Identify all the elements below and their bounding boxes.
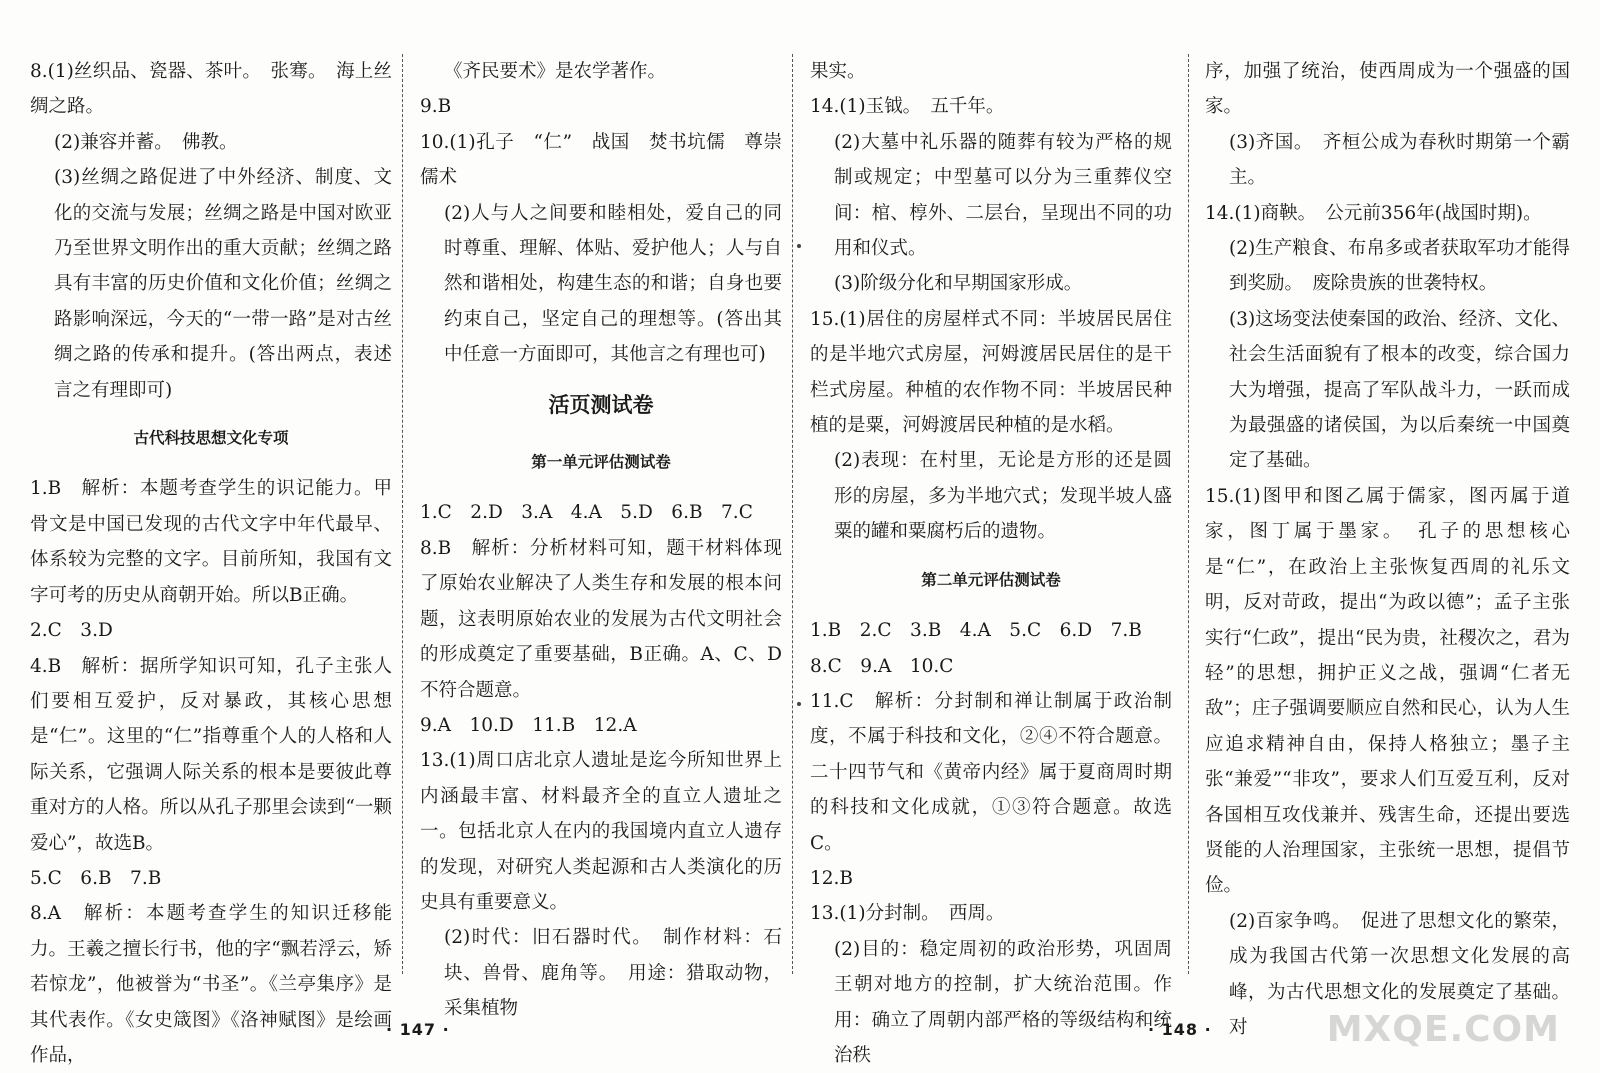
answer-paragraph: 13.(1)分封制。 西周。 [810, 903, 1005, 925]
answer-paragraph: (2)人与人之间要和睦相处，爱自己的同时尊重、理解、体贴、爱护他人；人与自然和谐相处，构建生态的和谐；自身也要约束自己，坚定自己的理想等。(答出其中任意一方面即可，其他言之有理也可) [444, 202, 782, 366]
answer-paragraph: 1.B 解析：本题考查学生的识记能力。甲骨文是中国已发现的古代文字中年代最早、体系较为完整的文字。目前所知，我国有文字可考的历史从商朝开始。所以B正确。 [30, 478, 392, 606]
column-1 [30, 54, 392, 1066]
column-2 [420, 54, 782, 1020]
answer-paragraph: 9.B [420, 96, 452, 118]
answer-paragraph: 8.A 解析：本题考查学生的知识迁移能力。王羲之擅长行书，他的字“飘若浮云，矫若惊龙”，他被誉为“书圣”。《兰亭集序》是其代表作。《女史箴图》《洛神赋图》是绘画作品， [30, 903, 392, 1066]
answer-paragraph: 5.C 6.B 7.B [30, 867, 162, 889]
answer-paragraph: (3)阶级分化和早期国家形成。 [834, 273, 1083, 295]
column-divider [402, 54, 403, 974]
answer-paragraph: 9.A 10.D 11.B 12.A [420, 714, 637, 736]
page-number-right: · 148 · [1148, 1020, 1212, 1039]
column-3 [810, 54, 1172, 1066]
section-heading: 活页测试卷 [548, 391, 654, 417]
watermark-logo: MXQE.COM [1326, 1009, 1560, 1050]
answer-paragraph: (2)表现：在村里，无论是方形的还是圆形的房屋，多为半地穴式；发现半坡人盛粟的罐和粟腐朽后的遗物。 [834, 450, 1172, 543]
answer-paragraph: 12.B [810, 867, 854, 889]
answer-paragraph: 8.C 9.A 10.C [810, 655, 954, 677]
answer-paragraph: (2)大墓中礼乐器的随葬有较为严格的规制或规定；中型墓可以分为三重葬仪空间：棺、椁外、二层台，呈现出不同的功用和仪式。 [834, 131, 1172, 260]
answer-paragraph: 10.(1)孔子 “仁” 战国 焚书坑儒 尊崇儒术 [420, 131, 782, 189]
answer-paragraph: 2.C 3.D [30, 620, 113, 642]
binding-dot [797, 244, 801, 248]
page-number-left: · 147 · [386, 1020, 450, 1039]
column-divider [792, 54, 793, 974]
answer-paragraph: 14.(1)玉钺。 五千年。 [810, 96, 1005, 118]
answer-paragraph: 《齐民要术》是农学著作。 [444, 61, 667, 82]
answer-paragraph: (2)目的：稳定周初的政治形势，巩固周王朝对地方的控制，扩大统治范围。作用：确立了周朝内部严格的等级结构和统治秩 [834, 938, 1172, 1066]
answer-paragraph: 11.C 解析：分封制和禅让制属于政治制度，不属于科技和文化，②④不符合题意。二十四节气和《黄帝内经》属于夏商周时期的科技和文化成就，①③符合题意。故选C。 [810, 690, 1172, 854]
answer-paragraph: (2)百家争鸣。 促进了思想文化的繁荣，成为我国古代第一次思想文化发展的高峰，为古代思想文化的发展奠定了基础。对 [1229, 910, 1570, 1038]
answer-paragraph: (2)兼容并蓄。 佛教。 [54, 131, 238, 153]
answer-paragraph: (2)生产粮食、布帛多或者获取军功才能得到奖励。 废除贵族的世袭特权。 [1229, 238, 1570, 295]
answer-paragraph: 序，加强了统治，使西周成为一个强盛的国家。 [1205, 61, 1570, 118]
answer-paragraph: 8.B 解析：分析材料可知，题干材料体现了原始农业解决了人类生存和发展的根本问题，这表明原始农业的发展为古代文明社会的形成奠定了重要基础，B正确。A、C、D不符合题意。 [420, 537, 782, 701]
binding-dot [797, 702, 801, 706]
answer-paragraph: 果实。 [810, 61, 866, 82]
answer-paragraph: (2)时代：旧石器时代。 制作材料：石块、兽骨、鹿角等。 用途：猎取动物，采集植物 [444, 927, 782, 1020]
answer-paragraph: 8.(1)丝织品、瓷器、茶叶。 张骞。 海上丝绸之路。 [30, 61, 392, 118]
answer-paragraph: 1.C 2.D 3.A 4.A 5.D 6.B 7.C [420, 502, 753, 524]
answer-paragraph: (3)齐国。 齐桓公成为春秋时期第一个霸主。 [1229, 131, 1570, 189]
section-heading: 第一单元评估测试卷 [531, 452, 671, 472]
section-heading: 古代科技思想文化专项 [133, 428, 289, 448]
section-heading: 第二单元评估测试卷 [921, 569, 1061, 589]
answer-paragraph: (3)这场变法使秦国的政治、经济、文化、社会生活面貌有了根本的改变，综合国力大为增强，提高了军队战斗力，一跃而成为最强盛的诸侯国，为以后秦统一中国奠定了基础。 [1229, 308, 1570, 472]
column-divider [1188, 54, 1189, 974]
answer-paragraph: 15.(1)图甲和图乙属于儒家，图丙属于道家，图丁属于墨家。 孔子的思想核心是“仁”，在政治上主张恢复西周的礼乐文明，反对苛政，提出“为政以德”；孟子主张实行“仁政”，提出“民为贵，社稷次之，君为轻”的思想，拥护正义之战，强调“仁者无敌”；庄子强调要顺应自然和民心，认为人生应追求精神自由，保持人格独立；墨子主张“兼爱”“非攻”，要求人们互爱互利，反对各国相互攻伐兼并、残害生命，还提出要选贤能的人治理国家，主张统一思想，提倡节俭。 [1205, 485, 1570, 897]
answer-paragraph: 1.B 2.C 3.B 4.A 5.C 6.D 7.B [810, 620, 1142, 642]
answer-paragraph: 13.(1)周口店北京人遗址是迄今所知世界上内涵最丰富、材料最齐全的直立人遗址之一。包括北京人在内的我国境内直立人遗存的发现，对研究人类起源和古人类演化的历史具有重要意义。 [420, 750, 782, 913]
answer-paragraph: (3)丝绸之路促进了中外经济、制度、文化的交流与发展；丝绸之路是中国对欧亚乃至世界文明作出的重大贡献；丝绸之路具有丰富的历史价值和文化价值；丝绸之路影响深远，今天的“一带一路”是对古丝绸之路的传承和提升。(答出两点，表述言之有理即可) [54, 167, 392, 401]
answer-paragraph: 15.(1)居住的房屋样式不同：半坡居民居住的是半地穴式房屋，河姆渡居民居住的是干栏式房屋。种植的农作物不同：半坡居民种植的是粟，河姆渡居民种植的是水稻。 [810, 308, 1172, 437]
answer-paragraph: 14.(1)商鞅。 公元前356年(战国时期)。 [1205, 202, 1542, 224]
answer-paragraph: 4.B 解析：据所学知识可知，孔子主张人们要相互爱护，反对暴政，其核心思想是“仁”。这里的“仁”指尊重个人的人格和人际关系，它强调人际关系的根本是要彼此尊重对方的人格。所以从孔子那里会读到“一颗爱心”，故选B。 [30, 655, 392, 854]
